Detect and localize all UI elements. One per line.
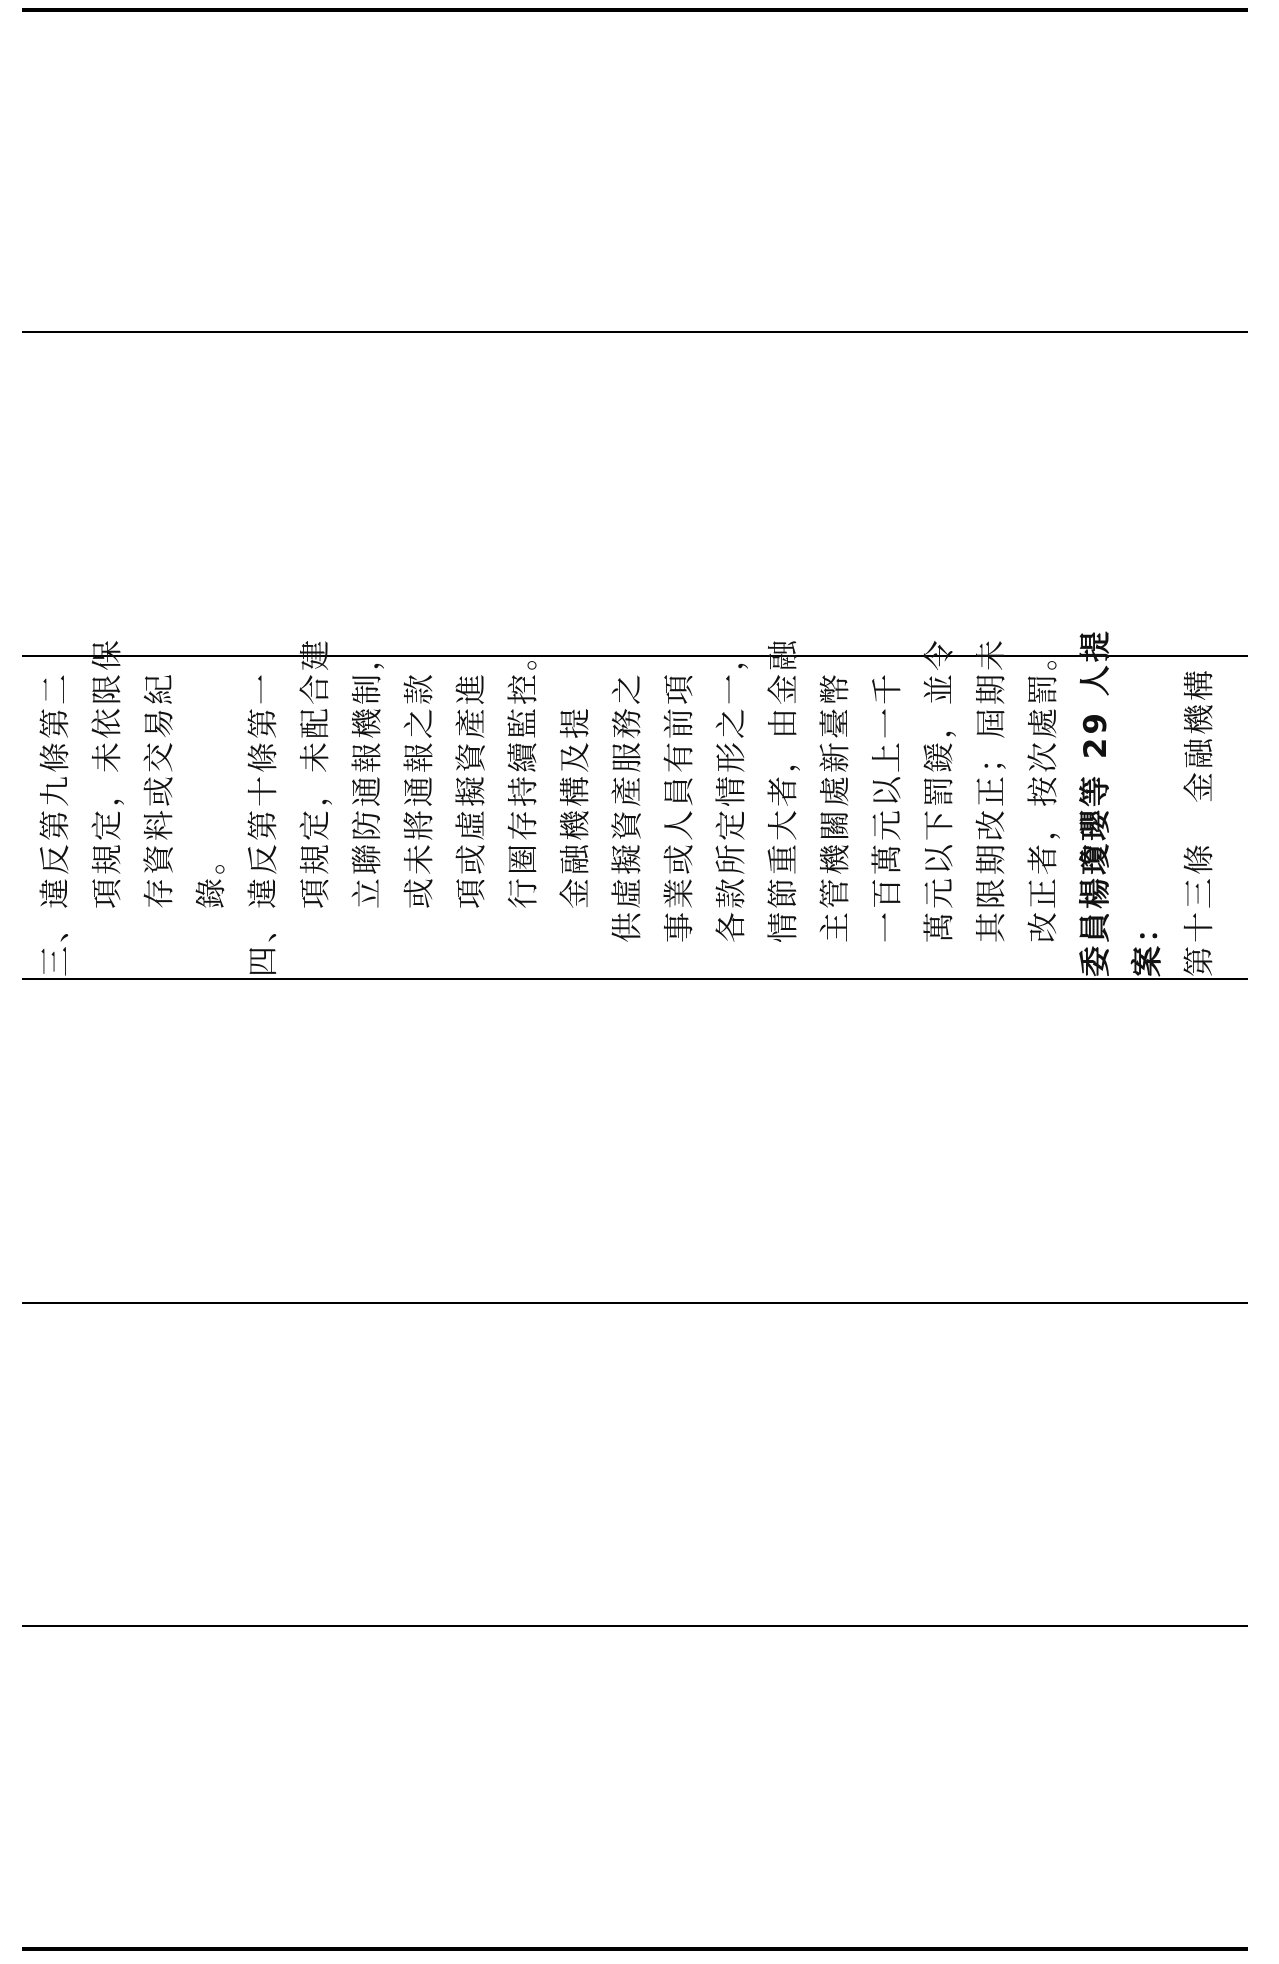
- article-line: [1174, 657, 1226, 977]
- proposal-title: 委員楊瓊瓔等 29 人提: [1078, 628, 1114, 977]
- text-line: 三、違反第九條第二: [38, 671, 74, 977]
- table-row-3: [22, 628, 1248, 978]
- text-line: 主管機關處新臺幣: [818, 671, 854, 943]
- text-line: 萬元以下罰鍰，並令: [922, 637, 958, 943]
- text-line: 各款所定情形之一，: [714, 637, 750, 943]
- proposal-title-cont: 案：: [1130, 909, 1166, 977]
- article-label: 第十三條: [1182, 841, 1218, 977]
- table-bottom-border: [22, 1947, 1248, 1951]
- text-line: 一百萬元以上一千: [870, 671, 906, 943]
- text-line: 項規定，未依限保: [90, 637, 126, 909]
- rotated-text-block: [22, 628, 1248, 977]
- table-row-5: [22, 1304, 1248, 1625]
- table-row-4: [22, 980, 1248, 1302]
- text-line: 金融機構及提: [558, 705, 594, 909]
- statute-text-column: [22, 628, 1256, 977]
- text-line: 或未將通報之款: [402, 671, 438, 909]
- text-line: 存資料或交易紀: [142, 671, 178, 909]
- text-line: 情節重大者，由金融: [766, 637, 802, 943]
- table-row-2: [22, 333, 1248, 655]
- text-line: 四、違反第十條第一: [246, 671, 282, 977]
- table-row-1: [22, 12, 1248, 331]
- text-line: 錄。: [194, 841, 230, 909]
- text-line: 事業或人員有前項: [662, 671, 698, 943]
- text-line: 行圈存持續監控。: [506, 637, 542, 909]
- text-line: 供虛擬資產服務之: [610, 671, 646, 943]
- text-line: 項或虛擬資產進: [454, 671, 490, 909]
- text-line: 項規定，未配合建: [298, 637, 334, 909]
- table-row-6: [22, 1627, 1248, 1947]
- text-line: 立聯防通報機制，: [350, 637, 386, 909]
- text-line: 改正者，按次處罰。: [1026, 637, 1062, 943]
- text-line: 其限期改正；屆期未: [974, 637, 1010, 943]
- article-text: 金融機構: [1182, 667, 1218, 803]
